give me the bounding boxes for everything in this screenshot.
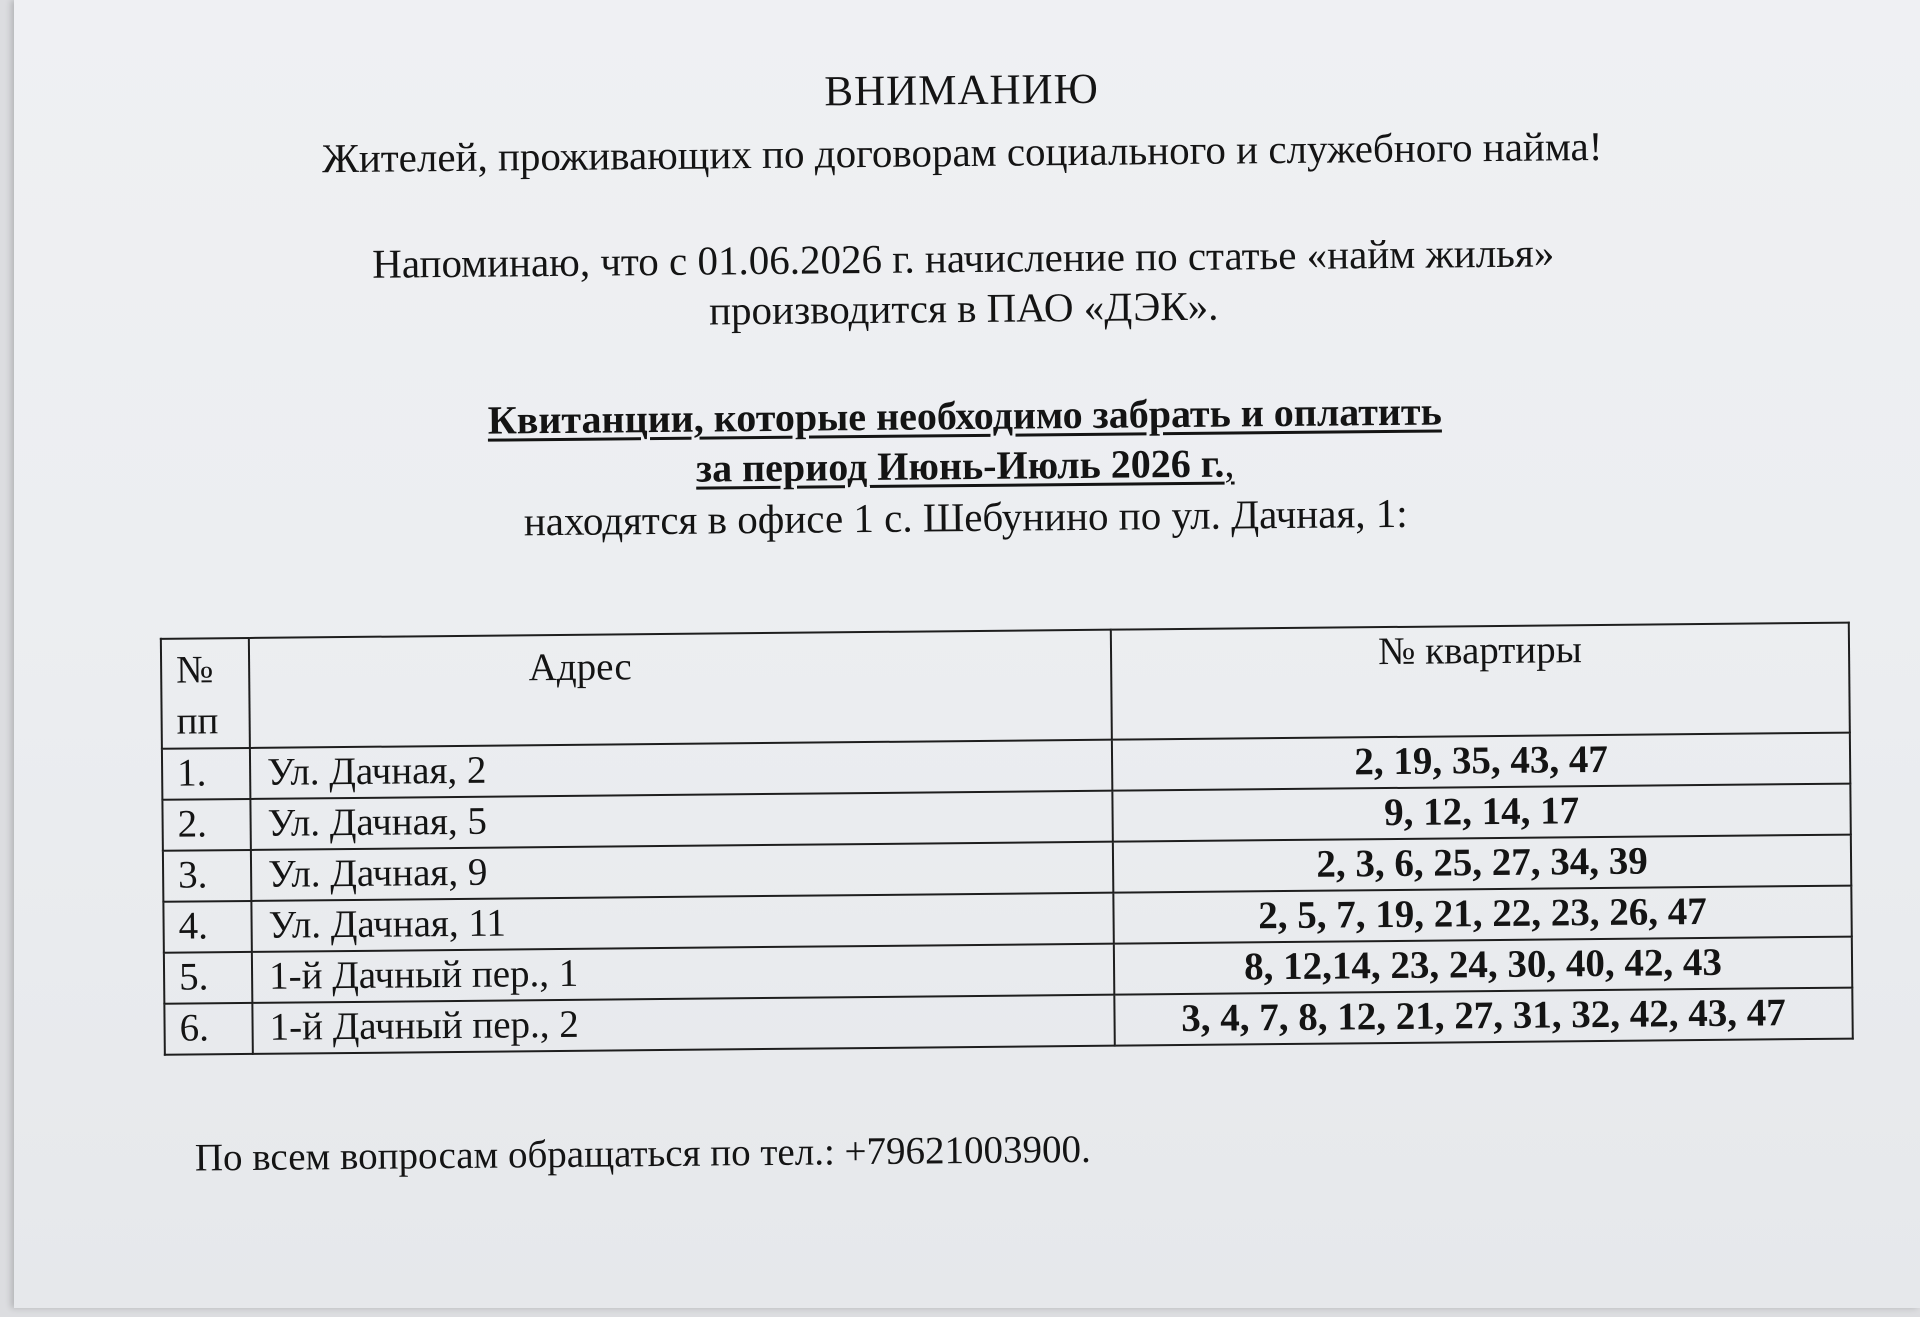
row-address: 1-й Дачный пер., 1 xyxy=(252,944,1114,1003)
row-apartments: 3, 4, 7, 8, 12, 21, 27, 31, 32, 42, 43, 47 xyxy=(1114,988,1852,1046)
row-apartments: 2, 19, 35, 43, 47 xyxy=(1112,733,1850,791)
row-number: 3. xyxy=(163,850,251,902)
row-apartments: 9, 12, 14, 17 xyxy=(1112,784,1850,842)
row-number: 5. xyxy=(164,952,252,1004)
notice-document xyxy=(8,0,1920,1317)
receipts-line-1: Квитанции, которые необходимо забрать и оплатить xyxy=(487,388,1442,443)
row-number: 4. xyxy=(163,901,251,953)
row-apartments: 8, 12,14, 23, 24, 30, 40, 42, 43 xyxy=(1114,937,1852,995)
reminder-line-1: Напоминаю, что с 01.06.2026 г. начисление по статье «найм жилья» xyxy=(372,229,1555,287)
row-number: 2. xyxy=(162,799,250,851)
row-address: Ул. Дачная, 11 xyxy=(251,893,1113,952)
row-address: Ул. Дачная, 2 xyxy=(250,740,1112,799)
notice-subheading: Жителей, проживающих по договорам социального и служебного найма! xyxy=(321,122,1603,182)
row-number: 6. xyxy=(164,1003,252,1055)
row-apartments: 2, 3, 6, 25, 27, 34, 39 xyxy=(1113,835,1851,893)
header-address: Адрес xyxy=(249,630,1112,748)
row-address: Ул. Дачная, 9 xyxy=(251,842,1113,901)
row-number: 1. xyxy=(162,748,250,800)
office-location-line: находятся в офисе 1 с. Шебунино по ул. Дачная, 1: xyxy=(523,489,1408,545)
notice-heading: ВНИМАНИЮ xyxy=(824,65,1100,116)
row-address: Ул. Дачная, 5 xyxy=(250,791,1112,850)
paper-sheet xyxy=(14,0,1920,1308)
row-address: 1-й Дачный пер., 2 xyxy=(252,995,1114,1054)
table-header-row xyxy=(161,623,1850,749)
header-number xyxy=(161,638,250,749)
header-number-label: № пп xyxy=(175,648,219,743)
row-apartments: 2, 5, 7, 19, 21, 22, 23, 26, 47 xyxy=(1113,886,1851,944)
apartments-table xyxy=(160,622,1854,1056)
receipts-period-comma: , xyxy=(1224,440,1235,486)
contact-footer: По всем вопросам обращаться по тел.: +79621003900. xyxy=(194,1127,1091,1180)
reminder-line-2: производится в ПАО «ДЭК». xyxy=(708,282,1219,334)
receipts-period: за период Июнь-Июль 2026 г. xyxy=(695,440,1225,491)
header-apartments: № квартиры xyxy=(1111,623,1850,740)
